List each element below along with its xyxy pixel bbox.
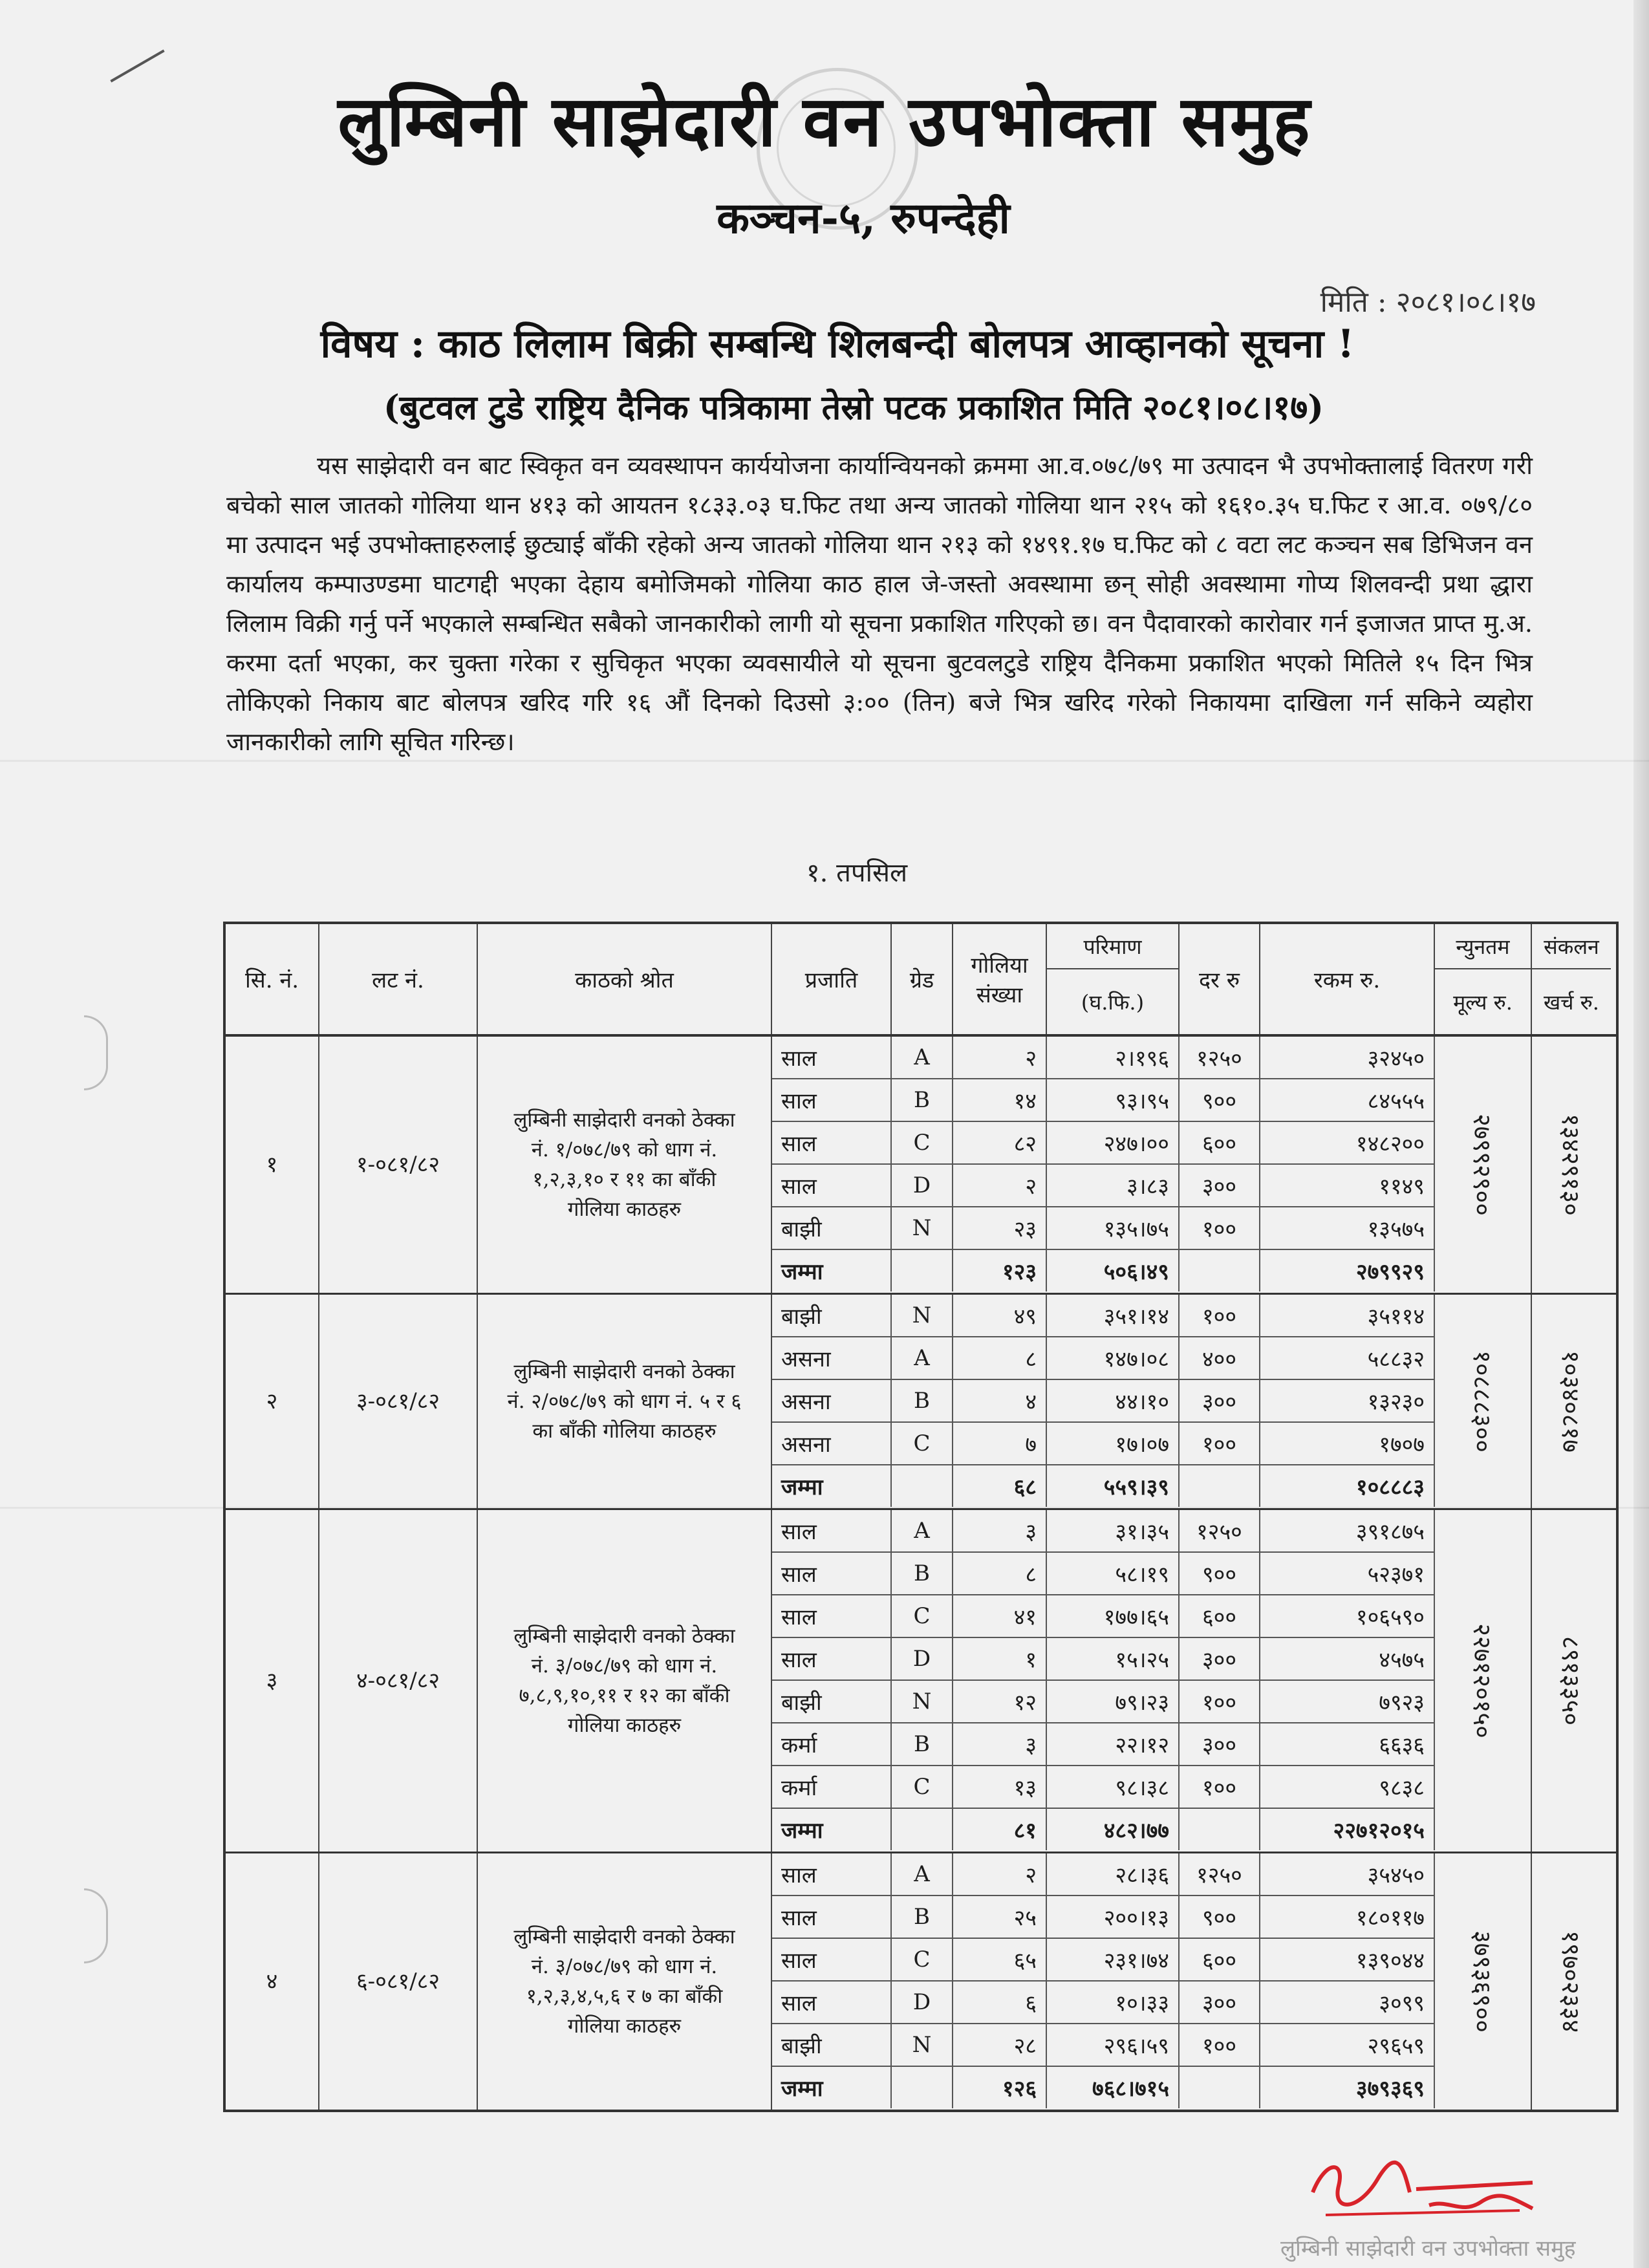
logs-cell: १२ xyxy=(953,1681,1047,1722)
logs-cell: १२६ xyxy=(953,2067,1047,2108)
grade-cell: C xyxy=(892,1766,953,1808)
species-cell: साल xyxy=(772,1982,892,2023)
amount-cell: २७९९२९ xyxy=(1260,1250,1435,1291)
amount-cell: १८०११७ xyxy=(1260,1896,1435,1938)
species-cell: साल xyxy=(772,1595,892,1637)
amount-cell: २२७१२०१५ xyxy=(1260,1809,1435,1850)
amount-cell: १३२३० xyxy=(1260,1380,1435,1421)
logs-cell: २ xyxy=(953,1037,1047,1078)
quantity-cell: ५०६।४९ xyxy=(1047,1250,1180,1291)
logs-cell: ८ xyxy=(953,1337,1047,1379)
logs-cell: १३ xyxy=(953,1766,1047,1808)
amount-cell: १०८८८३ xyxy=(1260,1465,1435,1507)
wood-source: लुम्बिनी साझेदारी वनको ठेक्का नं. ३/०७८/७९ को धाग नं. १,२,३,४,५,६ र ७ का बाँकी गोलिया काठहरु xyxy=(478,1853,772,2110)
collection-cost-cell xyxy=(1532,1295,1611,1508)
rate-cell xyxy=(1180,1809,1260,1850)
species-cell: साल xyxy=(772,1122,892,1163)
lot-number: ३-०८१/८२ xyxy=(319,1295,478,1508)
rate-cell: ३०० xyxy=(1180,1638,1260,1679)
grade-cell: A xyxy=(892,1037,953,1078)
grade-cell: D xyxy=(892,1982,953,2023)
grade-cell: N xyxy=(892,1207,953,1249)
logs-cell: ८२ xyxy=(953,1122,1047,1163)
header-rate: दर रु xyxy=(1180,924,1260,1034)
lot-group xyxy=(226,1853,1616,2110)
collection-cost: १९७०२३३४ xyxy=(1557,1930,1585,2033)
logs-cell: २५ xyxy=(953,1896,1047,1938)
rate-cell: ६०० xyxy=(1180,1939,1260,1980)
amount-cell: १७०७ xyxy=(1260,1423,1435,1464)
quantity-cell: १३५।७५ xyxy=(1047,1207,1180,1249)
logs-cell: २ xyxy=(953,1853,1047,1895)
table-row xyxy=(772,1723,1435,1766)
quantity-cell: ४८२।७७ xyxy=(1047,1809,1180,1850)
header-unit: (घ.फि.) xyxy=(1081,989,1145,1015)
header-sn: सि. नं. xyxy=(226,924,319,1034)
grade-cell: C xyxy=(892,1595,953,1637)
minimum-price: १०८८८३०० xyxy=(1468,1350,1496,1453)
header-min: न्युनतम xyxy=(1435,924,1531,969)
amount-cell: ४५७५ xyxy=(1260,1638,1435,1679)
rate-cell: १२५० xyxy=(1180,1853,1260,1895)
rate-cell: १०० xyxy=(1180,1423,1260,1464)
rate-cell: ९०० xyxy=(1180,1079,1260,1121)
logs-cell: १२३ xyxy=(953,1250,1047,1291)
grade-cell: B xyxy=(892,1380,953,1421)
species-cell: साल xyxy=(772,1165,892,1206)
total-row xyxy=(772,2067,1435,2110)
rate-cell: १०० xyxy=(1180,1681,1260,1722)
header-quantity: परिमाण xyxy=(1047,924,1178,969)
amount-cell: १०६५९० xyxy=(1260,1595,1435,1637)
table-row xyxy=(772,1982,1435,2024)
quantity-cell: ३।८३ xyxy=(1047,1165,1180,1206)
logs-cell: ३ xyxy=(953,1510,1047,1551)
rate-cell: ९०० xyxy=(1180,1896,1260,1938)
total-row xyxy=(772,1465,1435,1508)
quantity-cell: ५५९।३९ xyxy=(1047,1465,1180,1507)
quantity-cell: २३१।७४ xyxy=(1047,1939,1180,1980)
amount-cell: ३९१८७५ xyxy=(1260,1510,1435,1551)
organization-name: लुम्बिनी साझेदारी वन उपभोक्ता समुह xyxy=(338,81,1311,162)
header-lot: लट नं. xyxy=(319,924,478,1034)
amount-cell: १३५७५ xyxy=(1260,1207,1435,1249)
header-collection-sub: खर्च रु. xyxy=(1544,989,1599,1015)
quantity-cell: ७९।२३ xyxy=(1047,1681,1180,1722)
species-cell: जम्मा xyxy=(772,2067,892,2108)
quantity-cell: २।१९६ xyxy=(1047,1037,1180,1078)
table-row xyxy=(772,1295,1435,1337)
grade-cell: B xyxy=(892,1553,953,1594)
collection-cost: १३४२९१३० xyxy=(1557,1113,1585,1216)
rate-cell: १२५० xyxy=(1180,1037,1260,1078)
rate-cell: १०० xyxy=(1180,1766,1260,1808)
amount-cell: ५८८३२ xyxy=(1260,1337,1435,1379)
logs-cell: २ xyxy=(953,1165,1047,1206)
logs-cell: २३ xyxy=(953,1207,1047,1249)
quantity-cell: १४७।०८ xyxy=(1047,1337,1180,1379)
grade-cell: C xyxy=(892,1939,953,1980)
lot-group xyxy=(226,1510,1616,1853)
collection-cost-cell xyxy=(1532,1853,1611,2110)
rate-cell: ४०० xyxy=(1180,1337,1260,1379)
table-row xyxy=(772,1122,1435,1165)
species-cell: बाझी xyxy=(772,2024,892,2066)
grade-cell: D xyxy=(892,1638,953,1679)
table-header xyxy=(226,924,1616,1037)
grade-cell: N xyxy=(892,2024,953,2066)
table-row xyxy=(772,1853,1435,1896)
logs-cell: ७ xyxy=(953,1423,1047,1464)
notice-subject: विषय : काठ लिलाम बिक्री सम्बन्धि शिलबन्दी बोलपत्र आव्हानको सूचना ! xyxy=(320,321,1355,367)
table-row xyxy=(772,1207,1435,1250)
collection-cost: ८९१३३५० xyxy=(1557,1636,1586,1726)
schedule-title: १. तपसिल xyxy=(806,858,908,888)
rate-cell: १२५० xyxy=(1180,1510,1260,1551)
serial-number: १ xyxy=(226,1037,319,1293)
species-cell: साल xyxy=(772,1853,892,1895)
logs-cell: १४ xyxy=(953,1079,1047,1121)
grade-cell: A xyxy=(892,1337,953,1379)
grade-cell: C xyxy=(892,1423,953,1464)
header-logs: गोलिया संख्या xyxy=(953,924,1047,1034)
amount-cell: १४८२०० xyxy=(1260,1122,1435,1163)
quantity-cell: ९३।९५ xyxy=(1047,1079,1180,1121)
logs-cell: ६८ xyxy=(953,1465,1047,1507)
table-row xyxy=(772,1337,1435,1380)
rate-cell: ३०० xyxy=(1180,1982,1260,2023)
table-row xyxy=(772,1638,1435,1681)
species-cell: जम्मा xyxy=(772,1465,892,1507)
collection-cost-cell xyxy=(1532,1037,1611,1293)
minimum-price: ३७९३६९०० xyxy=(1468,1930,1496,2033)
total-row xyxy=(772,1250,1435,1293)
serial-number: ४ xyxy=(226,1853,319,2110)
quantity-cell: ७६८।७१५ xyxy=(1047,2067,1180,2108)
grade-cell xyxy=(892,1465,953,1507)
quantity-cell: १५।२५ xyxy=(1047,1638,1180,1679)
quantity-cell: २९६।५९ xyxy=(1047,2024,1180,2066)
rate-cell xyxy=(1180,2067,1260,2108)
table-row xyxy=(772,1766,1435,1809)
rate-cell: ६०० xyxy=(1180,1595,1260,1637)
species-cell: कर्मा xyxy=(772,1766,892,1808)
amount-cell: २९६५९ xyxy=(1260,2024,1435,2066)
logs-cell: ४९ xyxy=(953,1295,1047,1336)
table-row xyxy=(772,1681,1435,1723)
table-row xyxy=(772,1595,1435,1638)
rate-cell xyxy=(1180,1250,1260,1291)
rate-cell xyxy=(1180,1465,1260,1507)
quantity-cell: ५८।१९ xyxy=(1047,1553,1180,1594)
grade-cell: N xyxy=(892,1681,953,1722)
header-quantity-group xyxy=(1047,924,1180,1034)
collection-cost: १०३४०८१७ xyxy=(1557,1350,1585,1453)
header-amount: रकम रु. xyxy=(1260,924,1435,1034)
punch-hole xyxy=(84,1888,108,1963)
minimum-price-cell xyxy=(1435,1853,1532,2110)
logs-cell: ४ xyxy=(953,1380,1047,1421)
amount-cell: ११४९ xyxy=(1260,1165,1435,1206)
quantity-cell: २२।१२ xyxy=(1047,1723,1180,1765)
stamp-text: लुम्बिनी साझेदारी वन उपभोक्ता समुह xyxy=(1280,2236,1576,2262)
quantity-cell: ३५१।१४ xyxy=(1047,1295,1180,1336)
notice-body: यस साझेदारी वन बाट स्विकृत वन व्यवस्थापन कार्ययोजना कार्यान्वियनको क्रममा आ.व.०७८/७९ मा उत्पादन भै उपभोक्तालाई वितरण गरी बचेको साल जातको गोलिया थान ४१३ को आयतन १८३३.०३ घ.फिट तथा अन्य जातको गोलिया थान २१५ को १६१०.३५ घ.फिट र आ.व. ०७९/८० मा उत्पादन भई उपभोक्ताहरुलाई छुट्याई बाँकी रहेको अन्य जातको गोलिया थान २१३ को १४९१.१७ घ.फिट को ८ वटा लट कञ्चन सब डिभिजन वन कार्यालय कम्पाउण्डमा घाटगद्दी भएका देहाय बमोजिमको गोलिया काठ हाल जे-जस्तो अवस्थामा छन् सोही अवस्थामा गोप्य शिलवन्दी प्रथा द्धारा लिलाम विक्री गर्नु पर्ने भएकाले सम्बन्धित सबैको जानकारीको लागी यो सूचना प्रकाशित गरिएको छ। वन पैदावारको कारोवार गर्न इजाजत प्राप्त मु.अ. करमा दर्ता भएका, कर चुक्ता गरेका र सुचिकृत भएका व्यवसायीले यो सूचना बुटवलटुडे राष्ट्रिय दैनिकमा प्रकाशित भएको मितिले १५ दिन भित्र तोकिएको निकाय बाट बोलपत्र खरिद गरि १६ औं दिनको दिउसो ३:०० (तिन) बजे भित्र खरिद गरेको निकायमा दाखिला गर्न सकिने व्यहोरा जानकारीको लागि सूचित गरिन्छ। xyxy=(226,451,1533,756)
collection-cost-cell xyxy=(1532,1510,1611,1852)
header-collection: संकलन xyxy=(1532,924,1611,969)
species-cell: साल xyxy=(772,1939,892,1980)
lot-group xyxy=(226,1295,1616,1510)
quantity-cell: १७७।६५ xyxy=(1047,1595,1180,1637)
logs-cell: ३ xyxy=(953,1723,1047,1765)
quantity-cell: २८।३६ xyxy=(1047,1853,1180,1895)
logs-cell: ६ xyxy=(953,1982,1047,2023)
species-cell: साल xyxy=(772,1553,892,1594)
amount-cell: ३०९९ xyxy=(1260,1982,1435,2023)
rate-cell: ३०० xyxy=(1180,1165,1260,1206)
minimum-price: २७९९२९०० xyxy=(1468,1113,1496,1216)
lot-number: ६-०८१/८२ xyxy=(319,1853,478,2110)
rate-cell: १०० xyxy=(1180,1207,1260,1249)
grade-cell: A xyxy=(892,1510,953,1551)
organization-address: कञ्चन-५, रुपन्देही xyxy=(717,193,1010,243)
minimum-price-cell xyxy=(1435,1037,1532,1293)
minimum-price: २२७१२०१५० xyxy=(1468,1623,1496,1738)
grade-cell: C xyxy=(892,1122,953,1163)
table-row xyxy=(772,1553,1435,1595)
table-row xyxy=(772,1423,1435,1465)
table-row xyxy=(772,1510,1435,1553)
species-cell: जम्मा xyxy=(772,1809,892,1850)
grade-cell xyxy=(892,2067,953,2108)
serial-number: ३ xyxy=(226,1510,319,1852)
rate-cell: ३०० xyxy=(1180,1380,1260,1421)
header-min-sub: मूल्य रु. xyxy=(1453,989,1513,1015)
species-cell: साल xyxy=(772,1037,892,1078)
quantity-cell: ९८।३८ xyxy=(1047,1766,1180,1808)
grade-cell: A xyxy=(892,1853,953,1895)
wood-source: लुम्बिनी साझेदारी वनको ठेक्का नं. २/०७८/७९ को धाग नं. ५ र ६ का बाँकी गोलिया काठहरु xyxy=(478,1295,772,1508)
logs-cell: १ xyxy=(953,1638,1047,1679)
quantity-cell: ४४।१० xyxy=(1047,1380,1180,1421)
header-collection-group xyxy=(1532,924,1611,1034)
species-cell: साल xyxy=(772,1638,892,1679)
logs-cell: २८ xyxy=(953,2024,1047,2066)
table-row xyxy=(772,1380,1435,1423)
grade-cell: B xyxy=(892,1079,953,1121)
publication-note: (बुटवल टुडे राष्ट्रिय दैनिक पत्रिकामा तेस्रो पटक प्रकाशित मिति २०८१।०८।१७) xyxy=(383,388,1324,427)
lot-number: ४-०८१/८२ xyxy=(319,1510,478,1852)
species-cell: साल xyxy=(772,1510,892,1551)
grade-cell xyxy=(892,1250,953,1291)
quantity-cell: २००।१३ xyxy=(1047,1896,1180,1938)
quantity-cell: २४७।०० xyxy=(1047,1122,1180,1163)
species-cell: साल xyxy=(772,1896,892,1938)
header-min-group xyxy=(1435,924,1532,1034)
serial-number: २ xyxy=(226,1295,319,1508)
grade-cell: N xyxy=(892,1295,953,1336)
wood-source: लुम्बिनी साझेदारी वनको ठेक्का नं. १/०७८/७९ को धाग नं. १,२,३,१० र ११ का बाँकी गोलिया काठहरु xyxy=(478,1037,772,1293)
wood-source: लुम्बिनी साझेदारी वनको ठेक्का नं. ३/०७८/७९ को धाग नं. ७,८,९,१०,११ र १२ का बाँकी गोलिया काठहरु xyxy=(478,1510,772,1852)
amount-cell: ३२४५० xyxy=(1260,1037,1435,1078)
table-row xyxy=(772,1037,1435,1079)
table-row xyxy=(772,1165,1435,1207)
table-row xyxy=(772,1079,1435,1122)
logs-cell: ८१ xyxy=(953,1809,1047,1850)
amount-cell: १३९०४४ xyxy=(1260,1939,1435,1980)
amount-cell: ६६३६ xyxy=(1260,1723,1435,1765)
rate-cell: १०० xyxy=(1180,2024,1260,2066)
species-cell: बाझी xyxy=(772,1681,892,1722)
minimum-price-cell xyxy=(1435,1510,1532,1852)
rate-cell: १०० xyxy=(1180,1295,1260,1336)
header-source: काठको श्रोत xyxy=(478,924,772,1034)
species-cell: जम्मा xyxy=(772,1250,892,1291)
amount-cell: ८४५५५ xyxy=(1260,1079,1435,1121)
species-cell: बाझी xyxy=(772,1295,892,1336)
amount-cell: ९८३८ xyxy=(1260,1766,1435,1808)
total-row xyxy=(772,1809,1435,1852)
species-cell: बाझी xyxy=(772,1207,892,1249)
rate-cell: ६०० xyxy=(1180,1122,1260,1163)
table-body xyxy=(226,1037,1616,2110)
species-cell: असना xyxy=(772,1380,892,1421)
notice-date: मिति : २०८१।०८।१७ xyxy=(1320,286,1536,319)
species-cell: असना xyxy=(772,1337,892,1379)
amount-cell: ३५११४ xyxy=(1260,1295,1435,1336)
amount-cell: ३७९३६९ xyxy=(1260,2067,1435,2108)
punch-hole xyxy=(84,1015,108,1090)
logs-cell: ८ xyxy=(953,1553,1047,1594)
header-grade: ग्रेड xyxy=(892,924,953,1034)
minimum-price-cell xyxy=(1435,1295,1532,1508)
amount-cell: ५२३७१ xyxy=(1260,1553,1435,1594)
species-cell: साल xyxy=(772,1079,892,1121)
header-species: प्रजाति xyxy=(772,924,892,1034)
table-row xyxy=(772,1939,1435,1982)
amount-cell: ७९२३ xyxy=(1260,1681,1435,1722)
rate-cell: ३०० xyxy=(1180,1723,1260,1765)
logs-cell: ६५ xyxy=(953,1939,1047,1980)
grade-cell: D xyxy=(892,1165,953,1206)
quantity-cell: १०।३३ xyxy=(1047,1982,1180,2023)
lot-number: १-०८१/८२ xyxy=(319,1037,478,1293)
grade-cell: B xyxy=(892,1723,953,1765)
signature-scribble xyxy=(1300,2154,1546,2225)
table-row xyxy=(772,2024,1435,2067)
table-row xyxy=(772,1896,1435,1939)
lot-table xyxy=(223,922,1619,2112)
amount-cell: ३५४५० xyxy=(1260,1853,1435,1895)
grade-cell: B xyxy=(892,1896,953,1938)
grade-cell xyxy=(892,1809,953,1850)
quantity-cell: ३१।३५ xyxy=(1047,1510,1180,1551)
species-cell: कर्मा xyxy=(772,1723,892,1765)
logs-cell: ४१ xyxy=(953,1595,1047,1637)
quantity-cell: १७।०७ xyxy=(1047,1423,1180,1464)
species-cell: असना xyxy=(772,1423,892,1464)
rate-cell: ९०० xyxy=(1180,1553,1260,1594)
lot-group xyxy=(226,1037,1616,1295)
